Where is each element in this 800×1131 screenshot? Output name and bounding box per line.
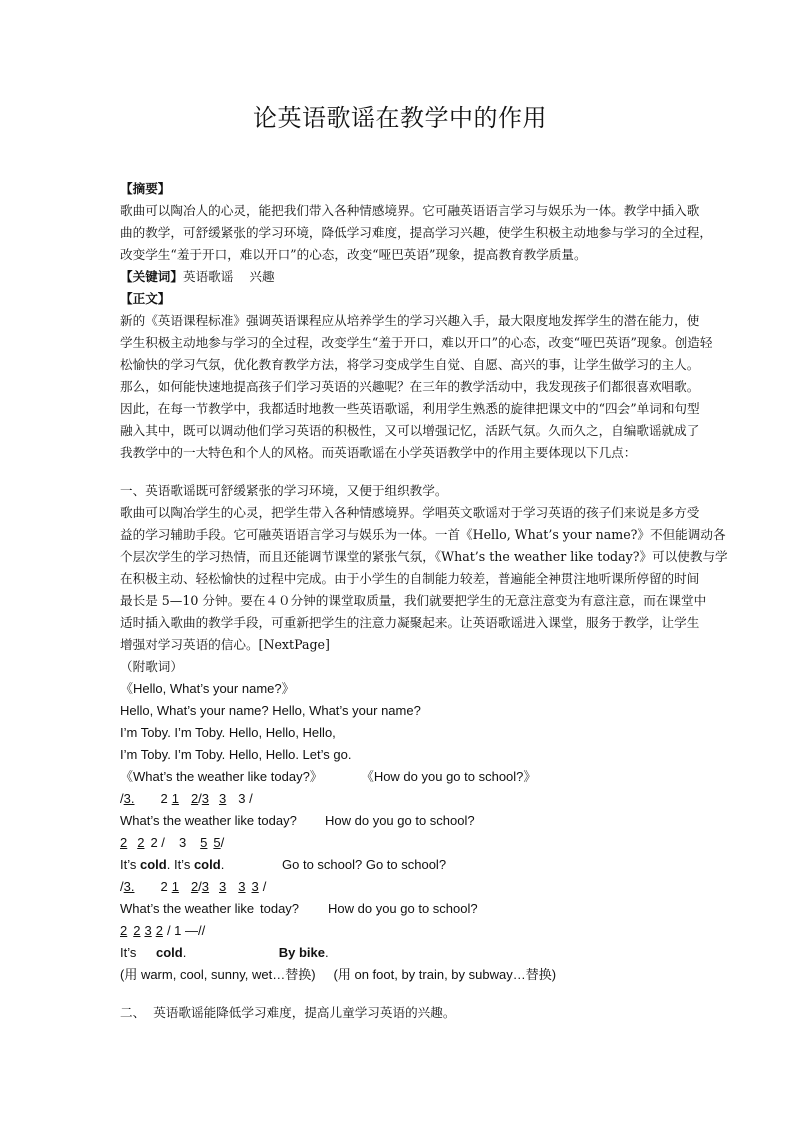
replacement-line — [120, 964, 685, 986]
section1-line: 个层次学生的学习热情，而且还能调节课堂的紧张气氛，《What’s the weather like today?》可以使教与学 — [120, 549, 728, 564]
school-replacement: (用 on foot, by train, by subway…替换) — [333, 967, 557, 982]
song2-title: 《What’s the weather like today?》 — [120, 769, 323, 784]
school-lyric: Go to school? Go to school? — [282, 857, 447, 872]
lyrics-label: （附歌词） — [120, 659, 183, 674]
section2-heading: 二、 英语歌谣能降低学习难度，提高儿童学习英语的兴趣。 — [120, 1005, 456, 1020]
weather-lyric: It’s cold. It’s cold. — [120, 857, 225, 872]
intro-line: 松愉快的学习气氛，优化教育教学方法，将学习变成学生自觉、自愿、高兴的事，让学生做学习的主人。 — [120, 357, 700, 372]
lyric-pair-line — [120, 898, 685, 920]
body-heading: 【正文】 — [120, 291, 171, 306]
lyric-pair-line — [120, 810, 685, 832]
song1-lyric-line: Hello, What’s your name? Hello, What’s your name? — [120, 703, 421, 718]
document-body — [120, 178, 728, 1024]
song1-lyric-line: I’m Toby. I’m Toby. Hello, Hello. Let’s go. — [120, 747, 352, 762]
weather-lyric: What’s the weather like — [120, 901, 255, 916]
section1-line: 益的学习辅助手段。它可融英语语言学习与娱乐为一体。一首《Hello, What’s your name?》不但能调动各 — [120, 527, 726, 542]
intro-line: 融入其中，既可以调动他们学习英语的积极性，又可以增强记忆，活跃气氛。久而久之，自编歌谣就成了 — [120, 423, 700, 438]
lyric-pair-line — [120, 854, 685, 876]
section1-line: 在积极主动、轻松愉快的过程中完成。由于小学生的自制能力较差，普遍能全神贯注地听课所停留的时间 — [120, 571, 700, 586]
weather-lyric-end: today? — [260, 901, 300, 916]
intro-line: 那么，如何能快速地提高孩子们学习英语的兴趣呢？在三年的教学活动中，我发现孩子们都很喜欢唱歌。 — [120, 379, 700, 394]
section1-line: 最长是 5—10 分钟。要在４０分钟的课堂取质量，我们就要把学生的无意注意变为有意注意，而在课堂中 — [120, 593, 707, 608]
document-title: 论英语歌谣在教学中的作用 — [253, 104, 547, 132]
keywords-text: 英语歌谣 兴趣 — [182, 269, 275, 284]
song1-lyric-line: I’m Toby. I’m Toby. Hello, Hello, Hello, — [120, 725, 336, 740]
weather-replacement: (用 warm, cool, sunny, wet…替换) — [120, 967, 316, 982]
intro-line: 学生积极主动地参与学习的全过程，改变学生“羞于开口，难以开口”的心态，改变“哑巴英语”现象。创造轻 — [120, 335, 713, 350]
intro-line: 新的《英语课程标准》强调英语课程应从培养学生的学习兴趣入手，最大限度地发挥学生的潜在能力，使 — [120, 313, 700, 328]
notation-line: 2 2 3 2 / 1 —// — [120, 923, 206, 938]
intro-line: 我教学中的一大特色和个人的风格。而英语歌谣在小学英语教学中的作用主要体现以下几点： — [120, 445, 637, 460]
spacer — [120, 464, 685, 480]
abstract-heading: 【摘要】 — [120, 181, 171, 196]
song1-title: 《Hello, What’s your name?》 — [120, 681, 295, 696]
weather-lyric: What’s the weather like today? — [120, 813, 297, 828]
intro-line: 因此，在每一节教学中，我都适时地教一些英语歌谣，利用学生熟悉的旋律把课文中的“四会”单词和句型 — [120, 401, 700, 416]
section1-heading: 一、英语歌谣既可舒缓紧张的学习环境，又便于组织教学。 — [120, 483, 448, 498]
abstract-line: 歌曲可以陶冶人的心灵，能把我们带入各种情感境界。它可融英语语言学习与娱乐为一体。教学中插入歌 — [120, 203, 700, 218]
notation-line: /3. 2 1 2/3 3 3 / — [120, 791, 253, 806]
abstract-line: 曲的教学，可舒缓紧张的学习环境，降低学习难度，提高学习兴趣，使学生积极主动地参与学习的全过程， — [120, 225, 712, 240]
section1-line: 增强对学习英语的信心。[NextPage] — [120, 637, 330, 652]
section1-line: 歌曲可以陶冶学生的心灵，把学生带入各种情感境界。学唱英文歌谣对于学习英语的孩子们来说是多方受 — [120, 505, 700, 520]
lyric-pair-line: It’s cold. By bike. — [120, 945, 329, 960]
song-titles-row — [120, 766, 685, 788]
school-lyric: How do you go to school? — [325, 813, 475, 828]
keywords-line — [120, 266, 685, 288]
abstract-line: 改变学生“羞于开口，难以开口”的心态，改变“哑巴英语”现象，提高教育教学质量。 — [120, 247, 587, 262]
keywords-heading: 【关键词】 — [120, 269, 183, 284]
school-lyric: How do you go to school? — [328, 901, 478, 916]
song3-title: 《How do you go to school?》 — [360, 769, 537, 784]
spacer — [120, 986, 685, 1002]
notation-line: /3. 2 1 2/3 3 3 3 / — [120, 879, 267, 894]
section1-line: 适时插入歌曲的教学手段，可重新把学生的注意力凝聚起来。让英语歌谣进入课堂，服务于教学，让学生 — [120, 615, 700, 630]
notation-line: 2 2 2 / 3 5 5/ — [120, 835, 225, 850]
